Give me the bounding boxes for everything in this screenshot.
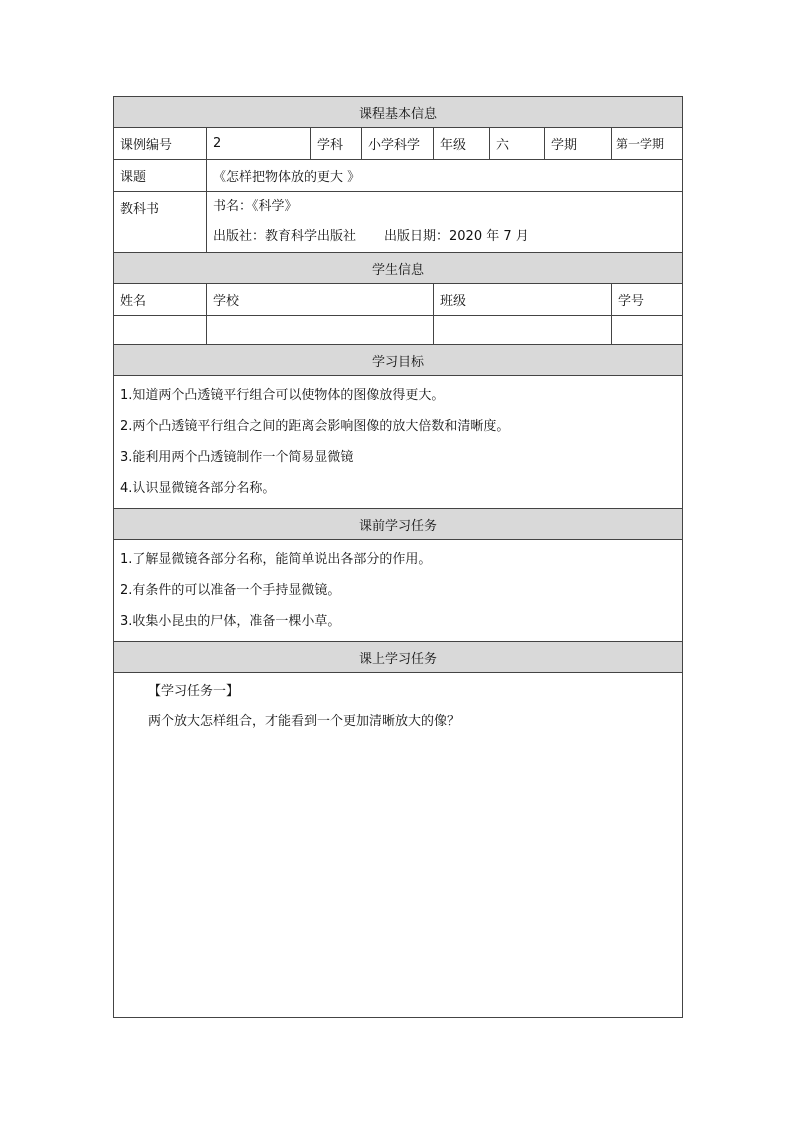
class-task-area	[114, 673, 683, 1018]
goal-item-2: 2.两个凸透镜平行组合之间的距离会影响图像的放大倍数和清晰度。	[120, 419, 510, 434]
class-field	[434, 316, 612, 345]
publish-date: 出版日期：2020 年 7 月	[384, 229, 529, 244]
student-info-header: 学生信息	[114, 253, 683, 284]
publisher-line	[213, 222, 676, 252]
student-id-field	[612, 316, 683, 345]
task-1-question: 两个放大怎样组合，才能看到一个更加清晰放大的像？	[148, 714, 461, 729]
class-tasks-header: 课上学习任务	[114, 642, 683, 673]
name-field	[114, 316, 207, 345]
term-label: 学期	[545, 128, 612, 160]
task-1-title: 【学习任务一】	[148, 684, 240, 699]
student-id-label: 学号	[612, 284, 683, 316]
book-name: 书名：《科学》	[213, 199, 298, 214]
goals-header: 学习目标	[114, 345, 683, 376]
class-label: 班级	[434, 284, 612, 316]
grade-label: 年级	[434, 128, 490, 160]
course-info-header: 课程基本信息	[114, 97, 683, 128]
goals-list	[114, 376, 683, 509]
subject-label: 学科	[311, 128, 362, 160]
goal-item-3: 3.能利用两个凸透镜制作一个简易显微镜	[120, 450, 354, 465]
topic-value: 《怎样把物体放的更大 》	[207, 160, 683, 192]
pre-tasks-header: 课前学习任务	[114, 509, 683, 540]
textbook-label: 教科书	[114, 192, 207, 253]
pre-task-item-3: 3.收集小昆虫的尸体，准备一棵小草。	[120, 614, 341, 629]
case-no-value: 2	[207, 128, 311, 160]
goal-item-4: 4.认识显微镜各部分名称。	[120, 481, 276, 496]
textbook-info	[207, 192, 683, 253]
name-label: 姓名	[114, 284, 207, 316]
topic-label: 课题	[114, 160, 207, 192]
pre-task-item-1: 1.了解显微镜各部分名称，能简单说出各部分的作用。	[120, 552, 432, 567]
pre-tasks-list	[114, 540, 683, 642]
school-label: 学校	[207, 284, 434, 316]
pre-task-item-2: 2.有条件的可以准备一个手持显微镜。	[120, 583, 341, 598]
term-value: 第一学期	[612, 128, 683, 160]
school-field	[207, 316, 434, 345]
lesson-info-table	[113, 96, 683, 1018]
goal-item-1: 1.知道两个凸透镜平行组合可以使物体的图像放得更大。	[120, 388, 445, 403]
grade-value: 六	[490, 128, 545, 160]
subject-value: 小学科学	[362, 128, 434, 160]
publisher: 出版社：教育科学出版社	[213, 229, 357, 244]
case-no-label: 课例编号	[114, 128, 207, 160]
